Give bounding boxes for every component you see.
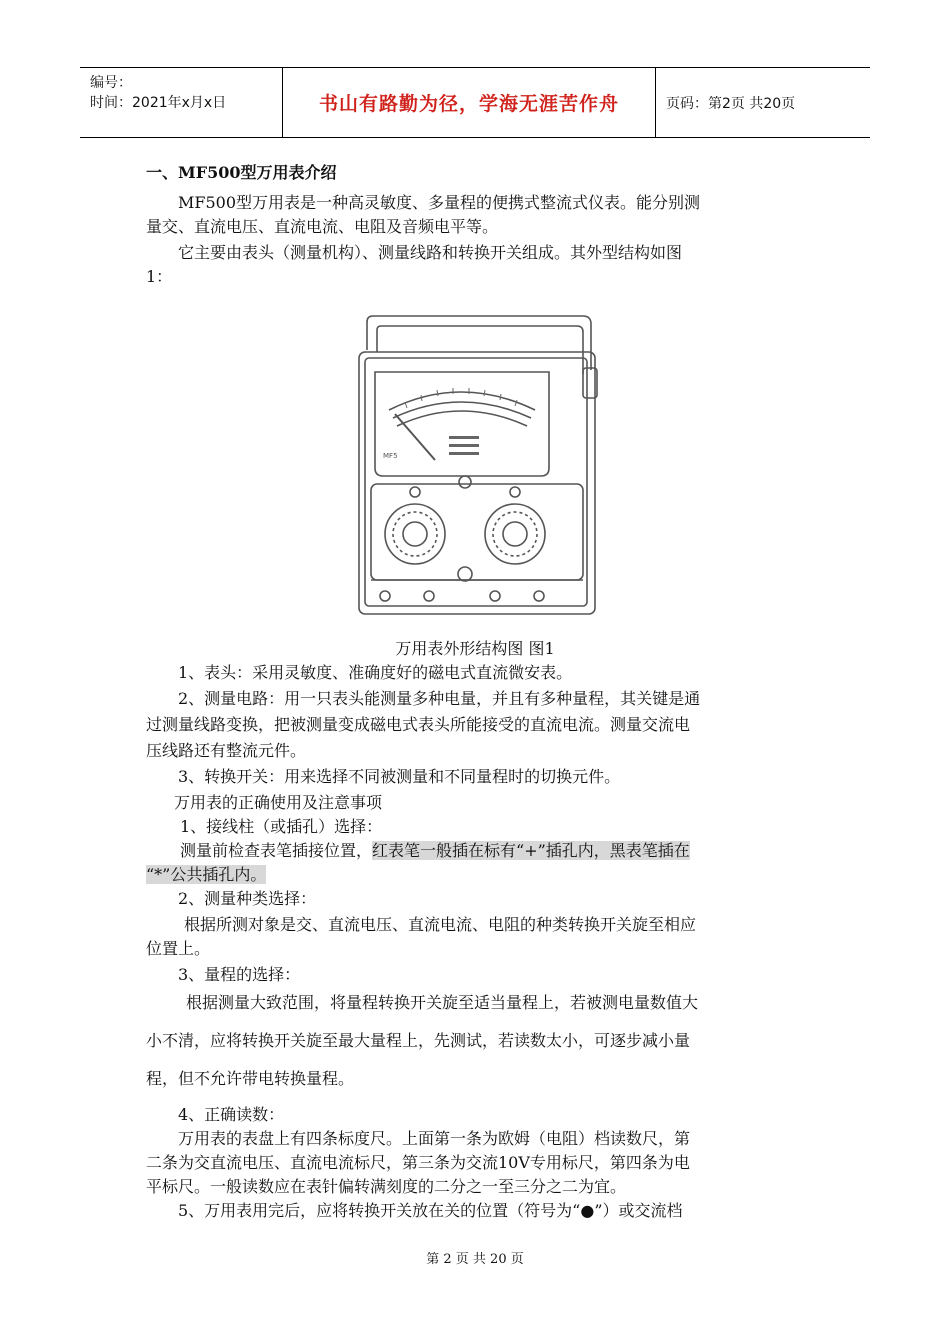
paragraph-line: MF500型万用表是一种高灵敏度、多量程的便携式整流式仪表。能分别测 [178, 193, 701, 212]
header-right [656, 68, 870, 137]
paragraph-line [146, 840, 840, 862]
paragraph-line [146, 864, 806, 886]
paragraph-line: 量交、直流电压、直流电流、电阻及音频电平等。 [146, 217, 499, 236]
paragraph-line: 程，但不允许带电转换量程。 [146, 1069, 355, 1088]
paragraph-line: 小不清，应将转换开关旋至最大量程上，先测试，若读数太小，可逐步减小量 [146, 1031, 691, 1050]
paragraph-line: 根据测量大致范围，将量程转换开关旋至适当量程上，若被测电量数值大 [186, 993, 699, 1012]
page-header [80, 67, 870, 138]
paragraph-line: 3、量程的选择： [178, 965, 301, 984]
paragraph-line: 1、表头：采用灵敏度、准确度好的磁电式直流微安表。 [178, 663, 573, 682]
paragraph-line: 万用表的正确使用及注意事项 [174, 793, 383, 812]
highlighted-text: 红表笔一般插在标有“+”插孔内，黑表笔插在 [372, 841, 690, 860]
figure-caption: 万用表外形结构图 图1 [395, 639, 555, 658]
highlighted-text: “*”公共插孔内。 [146, 865, 267, 884]
paragraph-line: 4、正确读数： [178, 1105, 285, 1124]
header-left [80, 68, 282, 137]
paragraph-line: 过测量线路变换，把被测量变成磁电式表头所能接受的直流电流。测量交流电 [146, 715, 691, 734]
paragraph-line: 位置上。 [146, 939, 211, 958]
page-info: 页码：第2页 共20页 [666, 95, 796, 112]
paragraph-line: 1： [146, 267, 173, 286]
paragraph-line: 万用表的表盘上有四条标度尺。上面第一条为欧姆（电阻）档读数尺，第 [178, 1129, 691, 1148]
motto: 书山有路勤为径，学海无涯苦作舟 [318, 93, 619, 115]
paragraph-line: 二条为交直流电压、直流电流标尺，第三条为交流10V专用标尺，第四条为电 [146, 1153, 690, 1172]
paragraph-line: 5、万用表用完后，应将转换开关放在关的位置（符号为“●”）或交流档 [178, 1201, 683, 1220]
page-footer: 第 2 页 共 20 页 [426, 1252, 524, 1267]
paragraph-line: 1、接线柱（或插孔）选择： [180, 817, 383, 836]
paragraph-line: 它主要由表头（测量机构）、测量线路和转换开关组成。其外型结构如图 [178, 243, 683, 262]
multimeter-figure [355, 312, 605, 618]
date-label: 时间：2021年x月x日 [90, 95, 227, 111]
paragraph-line: 3、转换开关：用来选择不同被测量和不同量程时的切换元件。 [178, 767, 621, 786]
header-center [282, 68, 656, 137]
number-label: 编号： [90, 75, 132, 91]
plain-text: 测量前检查表笔插接位置， [180, 841, 373, 860]
meter-brand: MF5 [383, 452, 398, 460]
paragraph-line: 压线路还有整流元件。 [146, 741, 307, 760]
section-title: 一、MF500型万用表介绍 [146, 163, 337, 182]
paragraph-line: 根据所测对象是交、直流电压、直流电流、电阻的种类转换开关旋至相应 [184, 915, 697, 934]
paragraph-line: 2、测量电路：用一只表头能测量多种电量，并且有多种量程，其关键是通 [178, 689, 701, 708]
paragraph-line: 平标尺。一般读数应在表针偏转满刻度的二分之一至三分之二为宜。 [146, 1177, 627, 1196]
paragraph-line: 2、测量种类选择： [178, 889, 317, 908]
